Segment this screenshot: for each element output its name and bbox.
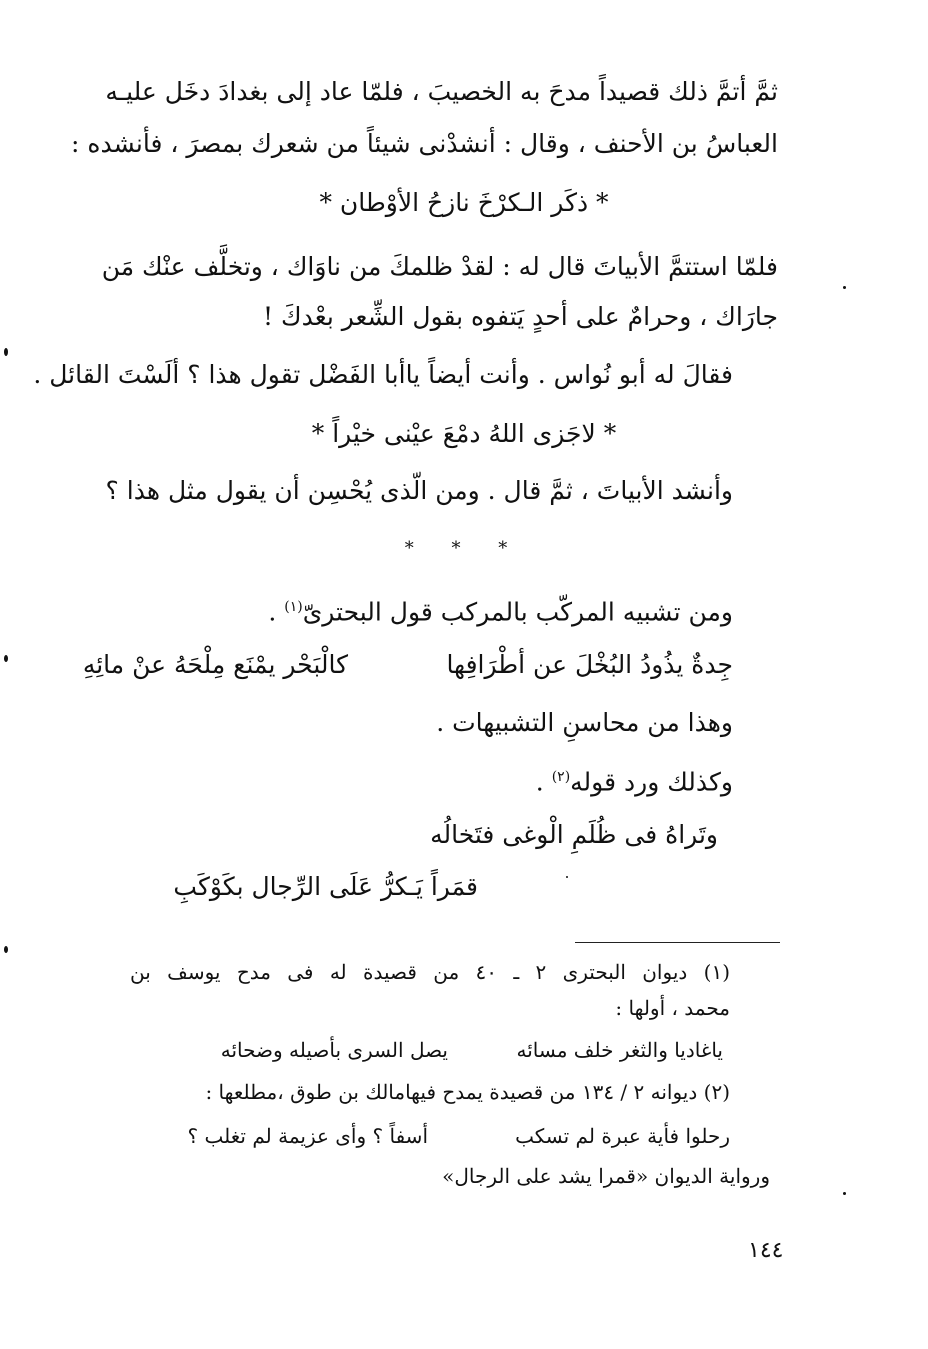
body-line-5: فقالَ له أبو نُواس . وأنت أيضاً ياأبا الفَضْل تقول هذا ؟ ألَسْتَ القائل . [33, 360, 733, 389]
footnote-2-verse-second: أسفاً ؟ وأى عزيمة لم تغلب ؟ [187, 1124, 428, 1148]
body-line-7-text: ومن تشبيه المركّب بالمركب قول البحترىّ [302, 597, 733, 627]
footnote-rule [575, 942, 780, 943]
footnote-1-line-2: محمد ، أولها : [615, 996, 730, 1020]
verse-2: * لاجَزى اللهُ دمْعَ عيْنى خيْراً * [311, 419, 617, 448]
verse-4-second-hemistich: قمَراً يَـكرُّ عَلَى الرِّجال بكَوْكَبِ [173, 872, 478, 901]
footnote-ref-1: (١) [284, 599, 303, 615]
scan-speck [566, 876, 568, 878]
body-line-9 [536, 760, 733, 799]
verse-4-first-hemistich: وتَراهُ فى ظُلَمِ الْوغى فتَخالُه [430, 820, 718, 849]
body-line-9-end: . [535, 767, 552, 797]
footnote-1-line-1: (١) ديوان البحترى ٢ ـ ٤٠ من قصيدة له فى مدح يوسف بن [130, 960, 730, 984]
body-line-9-text: وكذلك ورد قوله [570, 767, 733, 797]
footnote-1-verse-second: يصل السرى بأصيله وضحائه [220, 1038, 448, 1062]
scan-speck [4, 946, 8, 953]
body-line-8: وهذا من محاسنِ التشبيهات . [436, 708, 733, 737]
footnote-ref-2: (٢) [551, 769, 571, 785]
scan-speck [843, 1192, 846, 1195]
body-line-7-end: . [268, 597, 285, 627]
footnote-2-line-1: (٢) ديوانه ٢ / ١٣٤ من قصيدة يمدح فيهامالك بن طوق ،مطلعها : [205, 1080, 730, 1104]
section-separator: * * * [404, 538, 524, 559]
body-line-6: وأنشد الأبياتَ ، ثمَّ قال . ومن الّذى يُحْسِن أن يقول مثل هذا ؟ [105, 476, 733, 505]
verse-1: * ذكَر الـكرْخَ نازحُ الأوْطان * [319, 188, 609, 217]
scan-speck [4, 348, 8, 356]
body-line-7 [268, 590, 733, 629]
body-line-2: العباسُ بن الأحنف ، وقال : أنشدْنى شيئاً من شعرك بمصرَ ، فأنشده : [70, 129, 778, 158]
footnote-2-line-3: ورواية الديوان «قمرا يشد على الرجال» [442, 1164, 770, 1188]
body-line-1: ثمَّ أتمَّ ذلك قصيداً مدحَ به الخصيبَ ، فلمّا عاد إلى بغدادَ دخَل عليـه [105, 77, 778, 106]
body-line-3: فلمّا استتمَّ الأبياتَ قال له : لقدْ ظلمكَ من ناوَاك ، وتخلَّف عنْك مَن [101, 252, 778, 281]
verse-3-second-hemistich: كالْبَحْر يمْنَع مِلْحَهُ عنْ مائِهِ [82, 650, 348, 679]
footnote-1-verse-first: ياغاديا والثغر خلف مسائه [516, 1038, 723, 1062]
footnote-2-verse-first: رحلوا فأية عبرة لم تسكب [515, 1124, 730, 1148]
scan-speck [843, 286, 846, 289]
scan-speck [4, 655, 8, 662]
body-line-4: جارَاك ، وحرامٌ على أحدٍ يَتفوه بقول الشِّعر بعْدكَ ! [263, 302, 778, 331]
verse-3-first-hemistich: جِدةٌ يذُودُ البُخْلَ عن أطْرَافِها [446, 650, 733, 679]
page-number: ١٤٤ [748, 1238, 784, 1263]
